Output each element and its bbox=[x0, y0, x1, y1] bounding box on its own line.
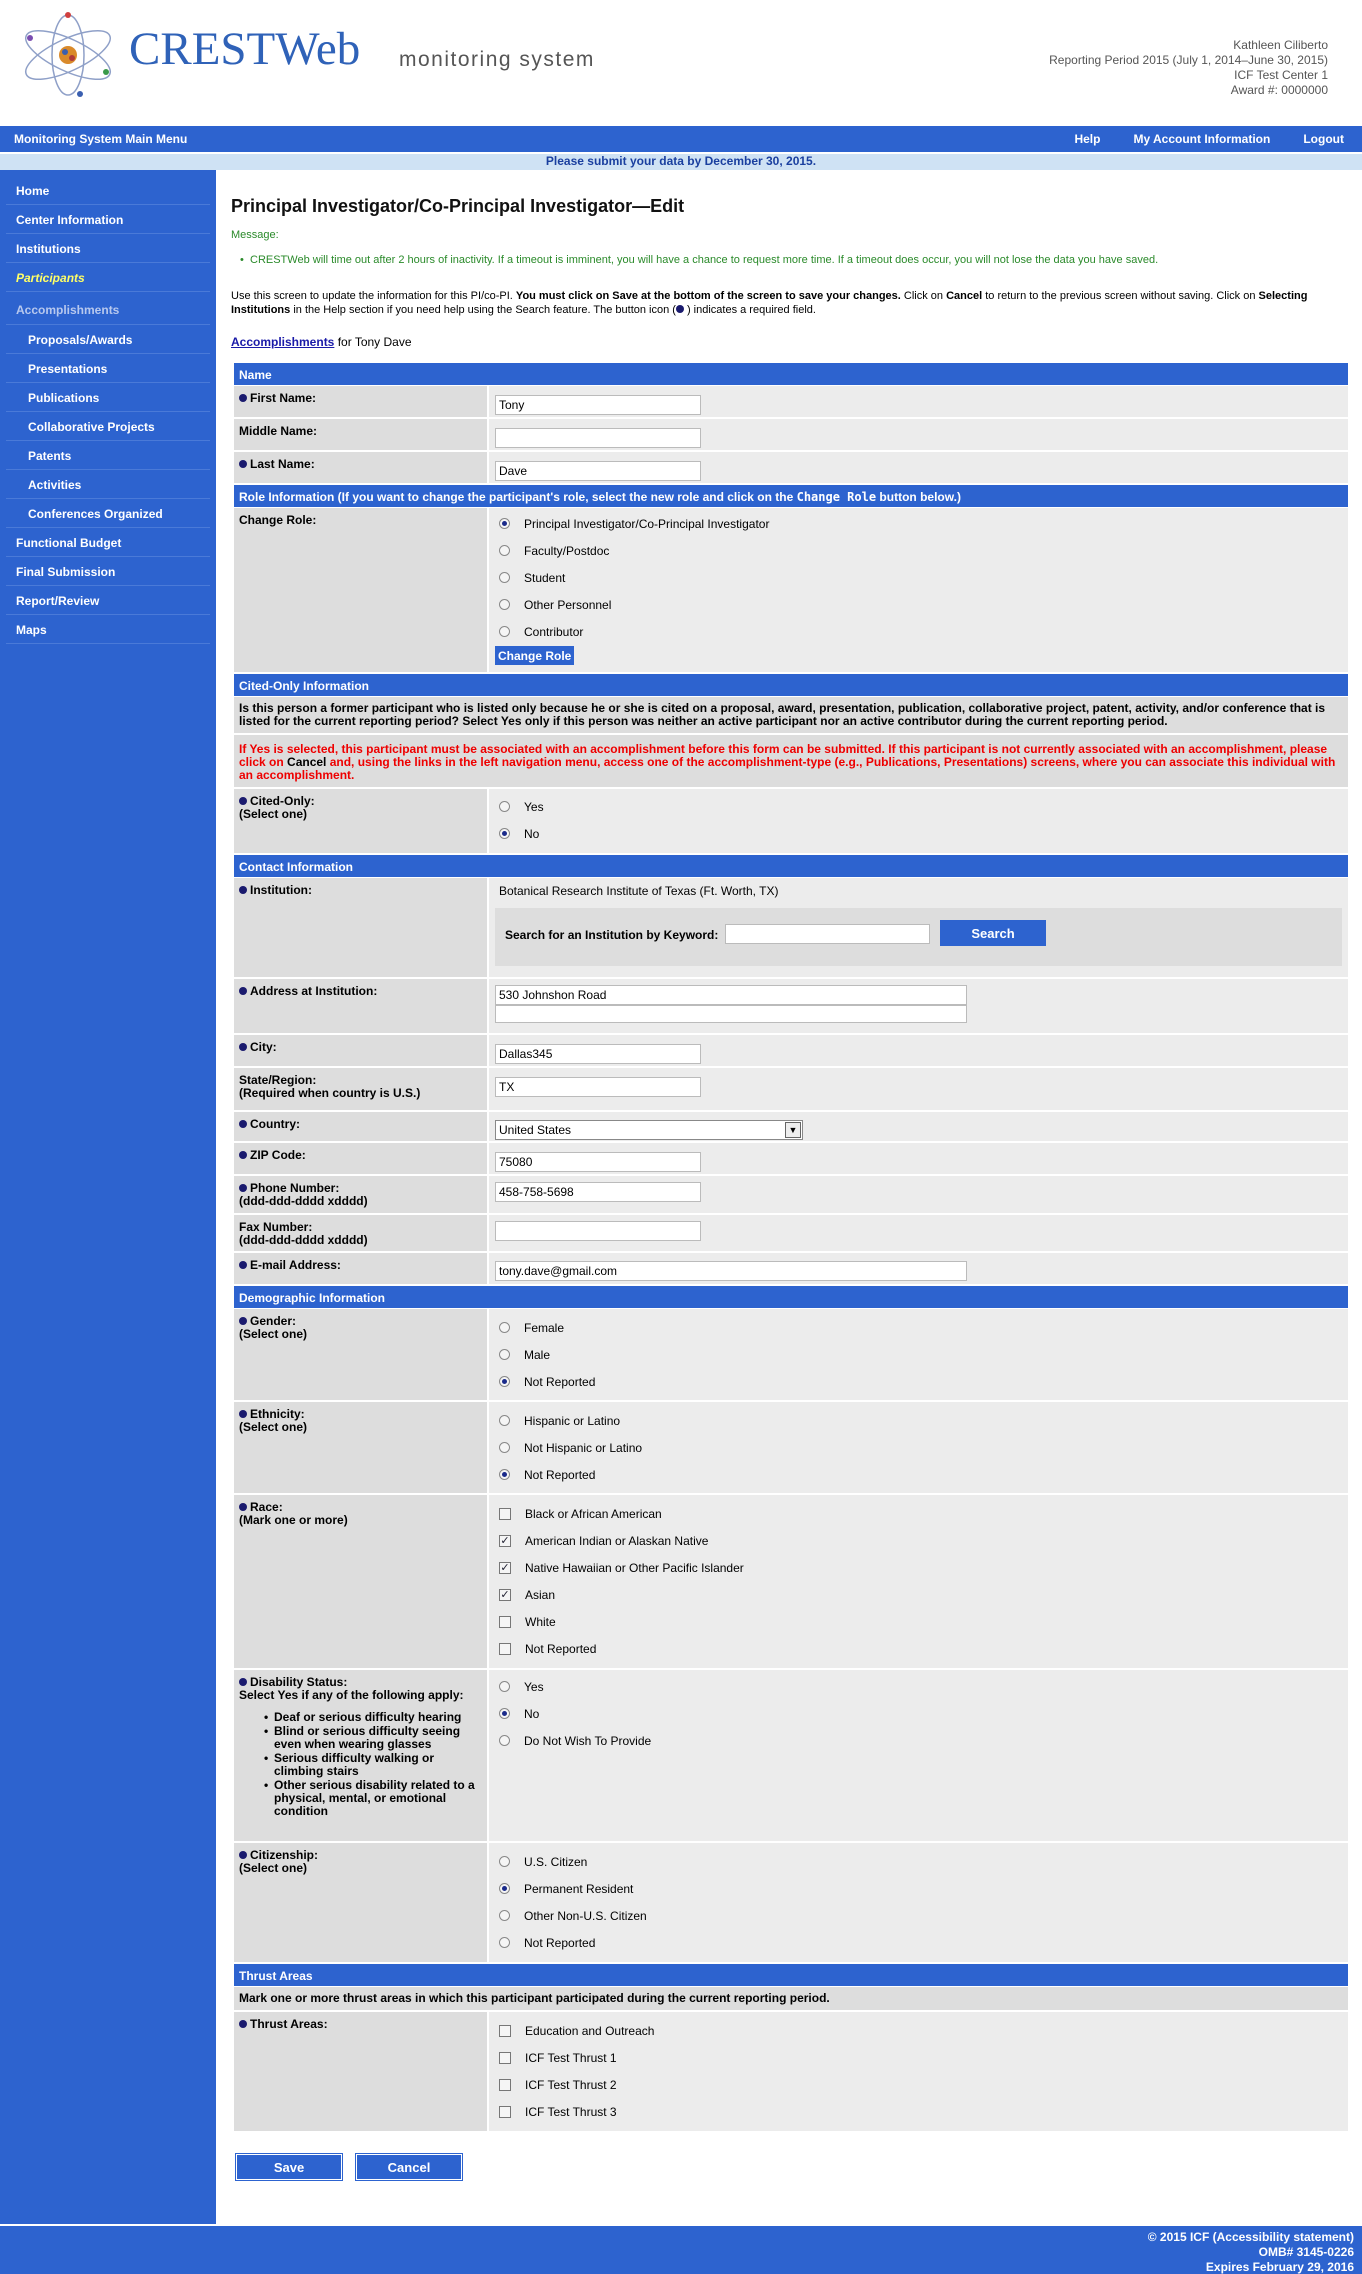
thrust-option-label: ICF Test Thrust 1 bbox=[525, 2050, 617, 2065]
required-dot-icon bbox=[239, 987, 247, 995]
role-radio-student[interactable] bbox=[499, 572, 510, 583]
race-option-label: Asian bbox=[525, 1587, 556, 1602]
institution-search-label: Search for an Institution by Keyword: bbox=[505, 928, 719, 942]
disability-item: • Deaf or serious difficulty hearing bbox=[274, 1711, 482, 1724]
gender-option-label: Not Reported bbox=[524, 1374, 596, 1389]
message-label: Message: bbox=[231, 229, 279, 241]
ethnicity-radio-hispanic[interactable] bbox=[499, 1415, 510, 1426]
fax-sublabel: (ddd-ddd-dddd xdddd) bbox=[239, 1233, 368, 1247]
required-dot-icon bbox=[239, 1678, 247, 1686]
ethnicity-sublabel: (Select one) bbox=[239, 1420, 308, 1434]
email-label: E-mail Address: bbox=[250, 1258, 341, 1272]
required-dot-icon bbox=[239, 886, 247, 894]
sidebar-item-institutions[interactable]: Institutions bbox=[6, 234, 210, 263]
ethnicity-radio-not-hispanic[interactable] bbox=[499, 1442, 510, 1453]
race-checkbox-asian[interactable]: ✓ bbox=[500, 1588, 510, 1601]
role-radio-other-personnel[interactable] bbox=[499, 599, 510, 610]
section-header-name: Name bbox=[234, 363, 1348, 386]
institution-search-input[interactable] bbox=[725, 924, 930, 944]
address-label: Address at Institution: bbox=[250, 984, 378, 998]
save-button[interactable]: Save bbox=[236, 2154, 342, 2180]
form-actions bbox=[236, 2154, 462, 2180]
disability-label: Disability Status: bbox=[250, 1675, 348, 1689]
race-checkbox-white[interactable] bbox=[499, 1616, 511, 1628]
intro-part: Use this screen to update the information for this PI/co-PI. bbox=[231, 290, 516, 302]
institution-search-box bbox=[495, 908, 1342, 966]
sidebar-item-collaborative-projects[interactable]: Collaborative Projects bbox=[6, 412, 210, 441]
city-input[interactable] bbox=[495, 1044, 701, 1064]
required-dot-icon bbox=[239, 1261, 247, 1269]
sidebar-item-activities[interactable]: Activities bbox=[6, 470, 210, 499]
intro-part: to return to the previous screen without saving. Click on bbox=[982, 290, 1259, 302]
sidebar-item-proposals-awards[interactable]: Proposals/Awards bbox=[6, 325, 210, 354]
thrust-checkbox-test-2[interactable] bbox=[499, 2079, 511, 2091]
warning-cancel-keyword: Cancel bbox=[287, 755, 327, 769]
first-name-label: First Name: bbox=[250, 391, 317, 405]
sidebar-item-functional-budget[interactable]: Functional Budget bbox=[6, 528, 210, 557]
intro-save-keyword: Save bbox=[612, 290, 638, 302]
sidebar-item-publications[interactable]: Publications bbox=[6, 383, 210, 412]
role-option-label: Faculty/Postdoc bbox=[524, 543, 610, 558]
intro-cancel-keyword: Cancel bbox=[946, 290, 983, 302]
race-checkbox-not-reported[interactable] bbox=[499, 1643, 511, 1655]
fax-input[interactable] bbox=[495, 1221, 701, 1241]
thrust-areas-info: Mark one or more thrust areas in which this participant participated during the current reporting period. bbox=[234, 1987, 1348, 2012]
sidebar-item-accomplishments: Accomplishments bbox=[6, 292, 210, 325]
section-header-thrust-areas: Thrust Areas bbox=[234, 1964, 1348, 1987]
required-dot-icon bbox=[239, 1151, 247, 1159]
cited-only-radio-no[interactable] bbox=[499, 828, 510, 839]
gender-sublabel: (Select one) bbox=[239, 1327, 308, 1341]
citizenship-sublabel: (Select one) bbox=[239, 1861, 308, 1875]
section-header-contact: Contact Information bbox=[234, 855, 1348, 878]
address-line-1-input[interactable] bbox=[495, 985, 967, 1005]
section-header-cited-only: Cited-Only Information bbox=[234, 674, 1348, 697]
state-label: State/Region: bbox=[239, 1073, 317, 1087]
thrust-option-label: ICF Test Thrust 3 bbox=[525, 2104, 617, 2119]
intro-part: in the Help section if you need help using the Search feature. The button icon ( bbox=[290, 304, 676, 316]
ethnicity-option-label: Not Hispanic or Latino bbox=[524, 1440, 643, 1455]
required-dot-icon bbox=[239, 1503, 247, 1511]
citizenship-option-label: Other Non-U.S. Citizen bbox=[524, 1908, 647, 1923]
citizenship-radio-permanent-resident[interactable] bbox=[499, 1883, 510, 1894]
race-sublabel: (Mark one or more) bbox=[239, 1513, 348, 1527]
required-dot-icon bbox=[676, 305, 684, 313]
user-name: Kathleen Ciliberto bbox=[1233, 38, 1328, 52]
disability-option-label: No bbox=[524, 1706, 540, 1721]
required-dot-icon bbox=[239, 2020, 247, 2028]
zip-input[interactable] bbox=[495, 1152, 701, 1172]
thrust-checkbox-test-1[interactable] bbox=[499, 2052, 511, 2064]
race-option-label: Black or African American bbox=[525, 1506, 662, 1521]
ethnicity-option-label: Hispanic or Latino bbox=[524, 1413, 621, 1428]
deadline-notice: Please submit your data by December 30, 2015. bbox=[0, 152, 1362, 170]
thrust-checkbox-education[interactable] bbox=[499, 2025, 511, 2037]
app-logo-subtitle: monitoring system bbox=[399, 48, 595, 71]
cited-only-sublabel: (Select one) bbox=[239, 807, 308, 821]
race-option-label: White bbox=[525, 1614, 556, 1629]
citizenship-option-label: Not Reported bbox=[524, 1935, 596, 1950]
gender-option-label: Male bbox=[524, 1347, 551, 1362]
participant-form bbox=[234, 363, 1348, 2133]
main-menu-link[interactable]: Monitoring System Main Menu bbox=[14, 132, 188, 146]
sidebar-item-center-information[interactable]: Center Information bbox=[6, 205, 210, 234]
disability-option-label: Yes bbox=[524, 1679, 544, 1694]
app-logo-text: CRESTWeb bbox=[129, 23, 361, 75]
race-checkbox-native-hawaiian[interactable]: ✓ bbox=[500, 1561, 510, 1574]
sidebar-item-presentations[interactable]: Presentations bbox=[6, 354, 210, 383]
citizenship-radio-other-non-us[interactable] bbox=[499, 1910, 510, 1921]
institution-search-button[interactable]: Search bbox=[940, 920, 1046, 946]
sidebar-nav bbox=[0, 170, 216, 2224]
disability-radio-do-not-wish[interactable] bbox=[499, 1735, 510, 1746]
email-input[interactable] bbox=[495, 1261, 967, 1281]
cited-only-no-label: No bbox=[524, 826, 540, 841]
award-number: Award #: 0000000 bbox=[1230, 83, 1328, 97]
required-dot-icon bbox=[239, 460, 247, 468]
intro-part: ) indicates a required field. bbox=[686, 304, 816, 316]
required-dot-icon bbox=[239, 797, 247, 805]
cited-only-yes-label: Yes bbox=[524, 799, 544, 814]
role-option-label: Other Personnel bbox=[524, 597, 612, 612]
required-dot-icon bbox=[239, 1410, 247, 1418]
state-sublabel: (Required when country is U.S.) bbox=[239, 1086, 421, 1100]
race-label: Race: bbox=[250, 1500, 283, 1514]
warning-text: and, using the links in the left navigation menu, access one of the accomplishment-type (e.g., Publications, Presentations) screens, where you can associate this individual with an accomplishment. bbox=[239, 755, 1336, 782]
accomplishments-line bbox=[231, 335, 412, 349]
ethnicity-label: Ethnicity: bbox=[250, 1407, 305, 1421]
role-option-label: Student bbox=[524, 570, 566, 585]
required-dot-icon bbox=[239, 394, 247, 402]
change-role-button[interactable]: Change Role bbox=[495, 646, 574, 665]
sidebar-item-conferences-organized[interactable]: Conferences Organized bbox=[6, 499, 210, 528]
race-option-label: American Indian or Alaskan Native bbox=[525, 1533, 709, 1548]
gender-label: Gender: bbox=[250, 1314, 297, 1328]
disability-item: • Serious difficulty walking or climbing stairs bbox=[274, 1752, 482, 1778]
role-radio-faculty[interactable] bbox=[499, 545, 510, 556]
disability-radio-yes[interactable] bbox=[499, 1681, 510, 1692]
citizenship-option-label: U.S. Citizen bbox=[524, 1854, 588, 1869]
cited-only-radio-yes[interactable] bbox=[499, 801, 510, 812]
phone-input[interactable] bbox=[495, 1182, 701, 1202]
required-dot-icon bbox=[239, 1120, 247, 1128]
required-dot-icon bbox=[239, 1043, 247, 1051]
timeout-message: • CRESTWeb will time out after 2 hours of inactivity. If a timeout is imminent, you will have a chance to request more time. If a timeout does occur, you will not lose the data you have saved. bbox=[250, 254, 1158, 266]
warning-text: If Yes is selected, this participant must be associated with an accomplishment before this form can be submitted. If this participant is not currently associated with an accomplishment, please click on bbox=[239, 742, 1328, 769]
role-radio-contributor[interactable] bbox=[499, 626, 510, 637]
intro-part: Click on bbox=[900, 290, 947, 302]
middle-name-input[interactable] bbox=[495, 428, 701, 448]
cited-only-warning bbox=[234, 735, 1348, 789]
role-radio-pi[interactable] bbox=[499, 518, 510, 529]
institution-label: Institution: bbox=[250, 883, 312, 897]
country-selected-value: United States bbox=[499, 1123, 572, 1137]
page-title: Principal Investigator/Co-Principal Investigator—Edit bbox=[231, 196, 685, 216]
race-checkbox-american-indian[interactable]: ✓ bbox=[500, 1534, 510, 1547]
race-checkbox-black[interactable] bbox=[499, 1508, 511, 1520]
required-dot-icon bbox=[239, 1317, 247, 1325]
page-footer bbox=[0, 2224, 1362, 2274]
user-info bbox=[1049, 38, 1328, 98]
top-nav-bar bbox=[0, 126, 1362, 152]
role-header-text: Role Information (If you want to change the participant's role, select the new role and click on the bbox=[239, 490, 797, 504]
disability-option-label: Do Not Wish To Provide bbox=[524, 1733, 652, 1748]
thrust-option-label: ICF Test Thrust 2 bbox=[525, 2077, 617, 2092]
citizenship-option-label: Permanent Resident bbox=[524, 1881, 634, 1896]
reporting-period: Reporting Period 2015 (July 1, 2014–June 30, 2015) bbox=[1049, 53, 1328, 67]
gender-radio-female[interactable] bbox=[499, 1322, 510, 1333]
ethnicity-option-label: Not Reported bbox=[524, 1467, 596, 1482]
country-select[interactable] bbox=[495, 1120, 803, 1140]
cited-only-question: Is this person a former participant who is listed only because he or she is cited on a proposal, award, presentation, publication, collaborative project, patent, activity, and/or conference that is listed for the current reporting period? Select Yes only if this person was neither an active participant nor an active contributor during the current reporting period. bbox=[234, 697, 1348, 735]
institution-value: Botanical Research Institute of Texas (Ft. Worth, TX) bbox=[499, 884, 779, 898]
disability-radio-no[interactable] bbox=[499, 1708, 510, 1719]
thrust-areas-label: Thrust Areas: bbox=[250, 2017, 328, 2031]
required-dot-icon bbox=[239, 1184, 247, 1192]
gender-option-label: Female bbox=[524, 1320, 565, 1335]
zip-label: ZIP Code: bbox=[250, 1148, 306, 1162]
cited-only-label: Cited-Only: bbox=[250, 794, 315, 808]
thrust-checkbox-test-3[interactable] bbox=[499, 2106, 511, 2118]
omb-number: OMB# 3145-0226 bbox=[1258, 2245, 1354, 2259]
citizenship-radio-not-reported[interactable] bbox=[499, 1937, 510, 1948]
logout-link[interactable]: Logout bbox=[1303, 132, 1344, 146]
intro-part: at the bottom of the screen to save your changes. bbox=[638, 290, 901, 302]
fax-label: Fax Number: bbox=[239, 1220, 313, 1234]
section-header-demographic: Demographic Information bbox=[234, 1286, 1348, 1309]
gender-radio-male[interactable] bbox=[499, 1349, 510, 1360]
sidebar-item-patents[interactable]: Patents bbox=[6, 441, 210, 470]
sidebar-item-participants[interactable]: Participants bbox=[6, 263, 210, 292]
ethnicity-radio-not-reported[interactable] bbox=[499, 1469, 510, 1480]
disability-item: • Other serious disability related to a physical, mental, or emotional condition bbox=[274, 1779, 482, 1818]
sidebar-item-home[interactable]: Home bbox=[6, 176, 210, 205]
disability-item: • Blind or serious difficulty seeing even when wearing glasses bbox=[274, 1725, 482, 1751]
page-header bbox=[0, 0, 1362, 126]
role-header-text: button below.) bbox=[876, 490, 961, 504]
phone-label: Phone Number: bbox=[250, 1181, 340, 1195]
race-option-label: Not Reported bbox=[525, 1641, 597, 1656]
citizenship-label: Citizenship: bbox=[250, 1848, 318, 1862]
state-input[interactable] bbox=[495, 1077, 701, 1097]
my-account-link[interactable]: My Account Information bbox=[1133, 132, 1271, 146]
sidebar-item-final-submission[interactable]: Final Submission bbox=[6, 557, 210, 586]
expiration-date: Expires February 29, 2016 bbox=[1205, 2260, 1354, 2274]
first-name-input[interactable] bbox=[495, 395, 701, 415]
address-line-2-input[interactable] bbox=[495, 1005, 967, 1023]
center-name: ICF Test Center 1 bbox=[1234, 68, 1328, 82]
city-label: City: bbox=[250, 1040, 277, 1054]
thrust-option-label: Education and Outreach bbox=[525, 2023, 655, 2038]
accomplishments-link[interactable]: Accomplishments bbox=[231, 335, 335, 349]
role-option-label: Principal Investigator/Co-Principal Investigator bbox=[524, 516, 770, 531]
phone-sublabel: (ddd-ddd-dddd xdddd) bbox=[239, 1194, 368, 1208]
atom-logo-icon bbox=[18, 10, 118, 100]
participant-name: for Tony Dave bbox=[334, 335, 412, 349]
intro-part: You must click on bbox=[515, 290, 613, 302]
chevron-down-icon: ▼ bbox=[785, 1122, 801, 1138]
help-link[interactable]: Help bbox=[1074, 132, 1101, 146]
middle-name-label: Middle Name: bbox=[239, 424, 318, 438]
required-dot-icon bbox=[239, 1851, 247, 1859]
intro-text bbox=[231, 289, 1341, 317]
sidebar-item-maps[interactable]: Maps bbox=[6, 615, 210, 644]
race-option-label: Native Hawaiian or Other Pacific Islander bbox=[525, 1560, 744, 1575]
section-header-role bbox=[234, 485, 1348, 508]
last-name-input[interactable] bbox=[495, 461, 701, 481]
disability-sublabel: Select Yes if any of the following apply: bbox=[239, 1688, 464, 1702]
cancel-button[interactable]: Cancel bbox=[356, 2154, 462, 2180]
intro-selecting-institutions: Selecting Institutions bbox=[231, 290, 1308, 316]
sidebar-item-report-review[interactable]: Report/Review bbox=[6, 586, 210, 615]
citizenship-radio-us[interactable] bbox=[499, 1856, 510, 1867]
role-option-label: Contributor bbox=[524, 624, 584, 639]
copyright-text[interactable]: © 2015 ICF (Accessibility statement) bbox=[1147, 2230, 1354, 2244]
change-role-label: Change Role: bbox=[239, 513, 317, 527]
role-header-button-ref: Change Role bbox=[796, 490, 877, 504]
last-name-label: Last Name: bbox=[250, 457, 315, 471]
country-label: Country: bbox=[250, 1117, 300, 1131]
gender-radio-not-reported[interactable] bbox=[499, 1376, 510, 1387]
